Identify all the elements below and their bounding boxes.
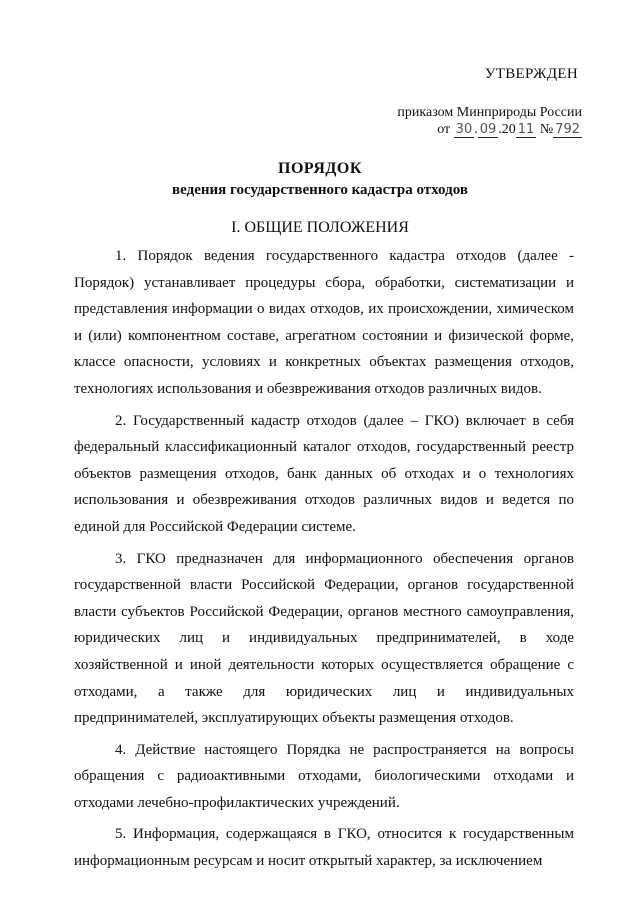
order-date-line: от 30 . 09 .20 11 № 792 <box>437 122 580 137</box>
date-year-prefix: .20 <box>498 122 516 137</box>
approval-stamp <box>397 66 582 138</box>
document-title-block <box>0 160 640 199</box>
document-subtitle: ведения государственного кадастра отходов <box>172 182 468 198</box>
approved-label: УТВЕРЖДЕН <box>484 66 578 82</box>
paragraph-2: 2. Государственный кадастр отходов (далее – ГКО) включает в себя федеральный классификационный каталог отходов, государственный реестр объектов размещения отходов, банк данных об отходах и о технологиях использования и обезвреживания отходов различных видов и ведется по единой для Российской Федерации системе. <box>74 412 574 535</box>
date-month: 09 <box>479 122 497 137</box>
paragraph-5: 5. Информация, содержащаяся в ГКО, относится к государственным информационным ресурсам и носит открытый характер, за исключением <box>74 826 574 870</box>
date-prefix: от <box>437 122 451 137</box>
number-sign: № <box>539 122 554 137</box>
order-number: 792 <box>555 122 580 137</box>
section-heading: I. ОБЩИЕ ПОЛОЖЕНИЯ <box>231 219 409 236</box>
paragraph-1: 1. Порядок ведения государственного кадастра отходов (далее - Порядок) устанавливает процедуры сбора, обработки, систематизации и представления информации о видах отходов, их происхождении, химическом и (или) компонентном составе, агрегатном состоянии и физической форме, классе опасности, условиях и конкретных объектах размещения отходов, технологиях использования и обезвреживания отходов различных видов. <box>74 248 574 397</box>
paragraph-4: 4. Действие настоящего Порядка не распространяется на вопросы обращения с радиоактивными отходами, биологическими отходами и отходами лечебно-профилактических учреждений. <box>74 741 574 811</box>
order-reference: приказом Минприроды России <box>397 105 582 120</box>
document-body <box>74 243 574 880</box>
document-title: ПОРЯДОК <box>278 160 362 177</box>
date-year: 11 <box>517 122 535 137</box>
paragraph-3: 3. ГКО предназначен для информационного обеспечения органов государственной власти Российской Федерации, органов государственной власти субъектов Российской Федерации, органов местного самоуправления, юридических лиц и индивидуальных предпринимателей, в ходе хозяйственной и иной деятельности которых осуществляется обращение с отходами, а также для юридических лиц и индивидуальных предпринимателей, эксплуатирующих объекты размещения отходов. <box>74 550 574 727</box>
date-day: 30 <box>455 122 473 137</box>
